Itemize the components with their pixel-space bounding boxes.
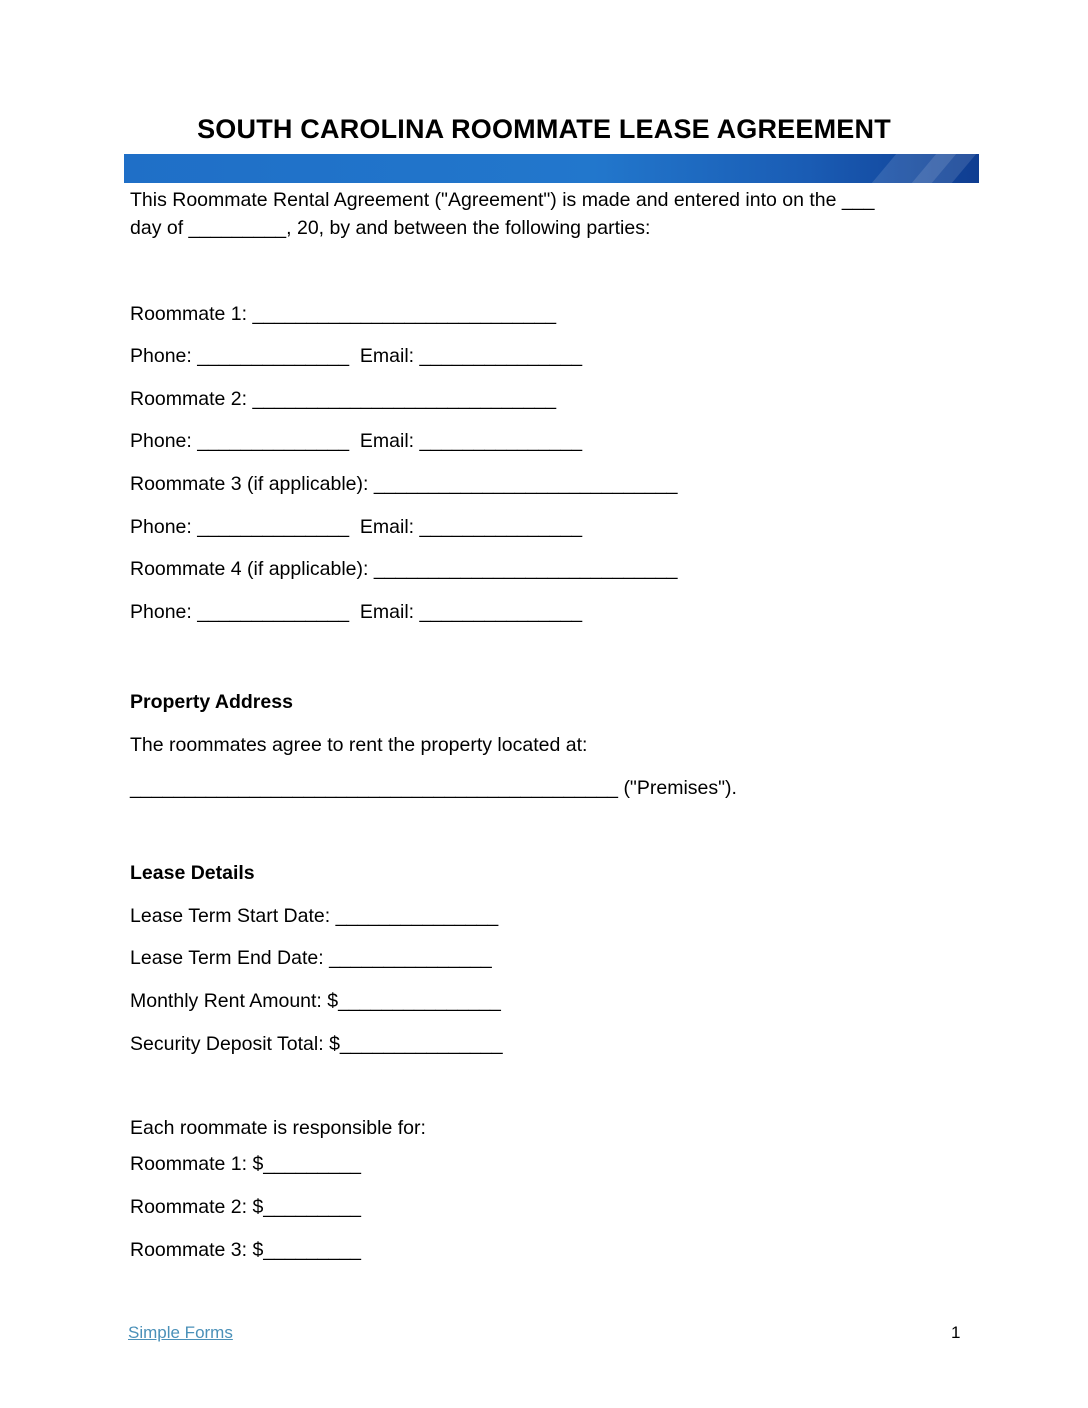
monthly-rent-line: Monthly Rent Amount: $_______________ (130, 990, 501, 1012)
title-banner (124, 154, 979, 183)
roommate-1-share-line: Roommate 1: $_________ (130, 1153, 361, 1175)
roommate-4-line: Roommate 4 (if applicable): ____________________________ (130, 558, 678, 580)
roommate-3-line: Roommate 3 (if applicable): ____________________________ (130, 473, 678, 495)
property-address-line: _____________________________________________ ("Premises"). (130, 777, 737, 799)
lease-end-date-line: Lease Term End Date: _______________ (130, 947, 492, 969)
page-number: 1 (951, 1323, 961, 1342)
intro-line-2: day of _________, 20, by and between the following parties: (130, 217, 651, 239)
roommate-1-line: Roommate 1: ____________________________ (130, 303, 557, 325)
roommate-2-line: Roommate 2: ____________________________ (130, 388, 557, 410)
property-address-heading: Property Address (130, 691, 293, 713)
roommate-3-share-line: Roommate 3: $_________ (130, 1239, 361, 1261)
roommate-3-contact-line: Phone: ______________ Email: _______________ (130, 516, 583, 538)
lease-start-date-line: Lease Term Start Date: _______________ (130, 905, 499, 927)
property-address-text: The roommates agree to rent the property located at: (130, 734, 588, 756)
roommate-4-contact-line: Phone: ______________ Email: _______________ (130, 601, 583, 623)
roommate-2-contact-line: Phone: ______________ Email: _______________ (130, 430, 583, 452)
intro-line-1: This Roommate Rental Agreement ("Agreement") is made and entered into on the ___ (130, 189, 875, 211)
roommate-1-contact-line: Phone: ______________ Email: _______________ (130, 345, 583, 367)
security-deposit-line: Security Deposit Total: $_______________ (130, 1033, 503, 1055)
responsibility-intro: Each roommate is responsible for: (130, 1117, 426, 1139)
lease-details-heading: Lease Details (130, 862, 255, 884)
simple-forms-link[interactable]: Simple Forms (128, 1323, 233, 1342)
document-title: SOUTH CAROLINA ROOMMATE LEASE AGREEMENT (197, 114, 891, 144)
roommate-2-share-line: Roommate 2: $_________ (130, 1196, 361, 1218)
